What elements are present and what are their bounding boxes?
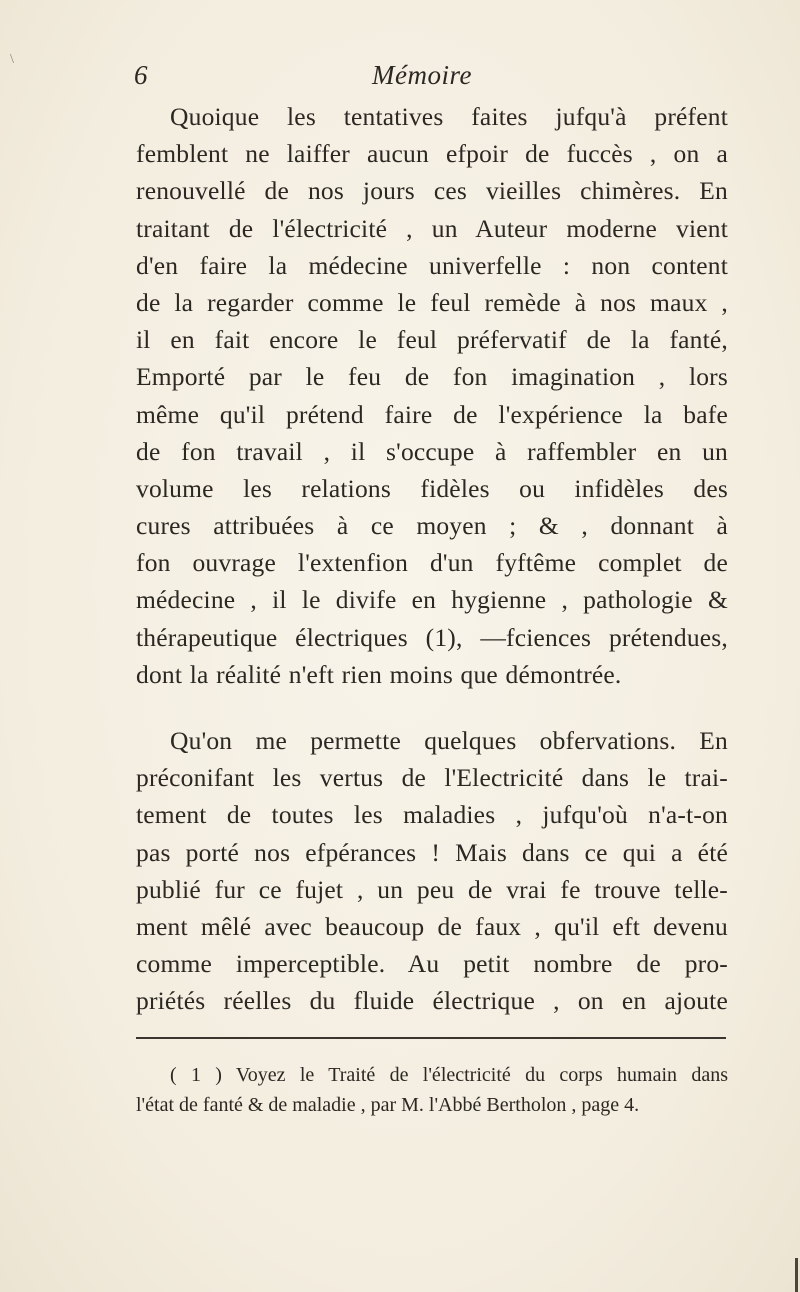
footnote xyxy=(136,1060,728,1120)
text-line: de la regarder comme le feul remède à nos maux , xyxy=(136,287,728,317)
text-line: d'en faire la médecine univerfelle : non content xyxy=(136,250,728,280)
text-line: renouvellé de nos jours ces vieilles chimères. En xyxy=(136,176,728,206)
text-line: femblent ne laiffer aucun efpoir de fuccès , on a xyxy=(136,139,728,169)
paragraph-1 xyxy=(136,98,728,693)
text-line: comme imperceptible. Au petit nombre de pro- xyxy=(136,949,728,979)
text-line: Emporté par le feu de fon imagination , lors xyxy=(136,362,728,392)
text-line: de fon travail , il s'occupe à raffembler en un xyxy=(136,436,728,466)
text-line: dont la réalité n'eft rien moins que démontrée. xyxy=(136,659,622,689)
text-line: Quoique les tentatives faites jufqu'à préfent xyxy=(170,102,728,131)
text-line: préconifant les vertus de l'Electricité dans le trai- xyxy=(136,763,728,793)
page-number: 6 xyxy=(134,60,148,90)
text-line: même qu'il prétend faire de l'expérience la bafe xyxy=(136,399,728,429)
text-line: fon ouvrage l'extenfion d'un fyftême complet de xyxy=(136,548,728,578)
footnote-line: l'état de fanté & de maladie , par M. l'Abbé Bertholon , page 4. xyxy=(136,1094,640,1116)
margin-mark: \ xyxy=(10,52,14,67)
text-line: tement de toutes les maladies , jufqu'où n'a-t-on xyxy=(136,800,728,830)
text-line: thérapeutique électriques (1), —fciences prétendues, xyxy=(136,622,728,652)
text-line: il en fait encore le feul préfervatif de la fanté, xyxy=(136,325,728,355)
text-line: ment mêlé avec beaucoup de faux , qu'il eft devenu xyxy=(136,911,728,941)
text-line: volume les relations fidèles ou infidèles des xyxy=(136,473,728,503)
paragraph-2 xyxy=(136,722,728,1020)
text-line: priétés réelles du fluide électrique , on en ajoute xyxy=(136,986,728,1016)
text-line: pas porté nos efpérances ! Mais dans ce qui a été xyxy=(136,837,728,867)
page-edge-mark xyxy=(795,1258,798,1292)
text-line: traitant de l'électricité , un Auteur moderne vient xyxy=(136,213,728,243)
text-line: cures attribuées à ce moyen ; & , donnant à xyxy=(136,511,728,541)
footnote-rule xyxy=(136,1037,726,1039)
text-line: publié fur ce fujet , un peu de vrai fe trouve telle- xyxy=(136,874,728,904)
page-header xyxy=(132,60,672,100)
running-title: Mémoire xyxy=(372,60,472,90)
footnote-line: ( 1 ) Voyez le Traité de l'électricité du corps humain dans xyxy=(170,1064,728,1086)
text-line: Qu'on me permette quelques obfervations. En xyxy=(170,726,728,755)
text-line: médecine , il le divife en hygienne , pathologie & xyxy=(136,585,728,615)
